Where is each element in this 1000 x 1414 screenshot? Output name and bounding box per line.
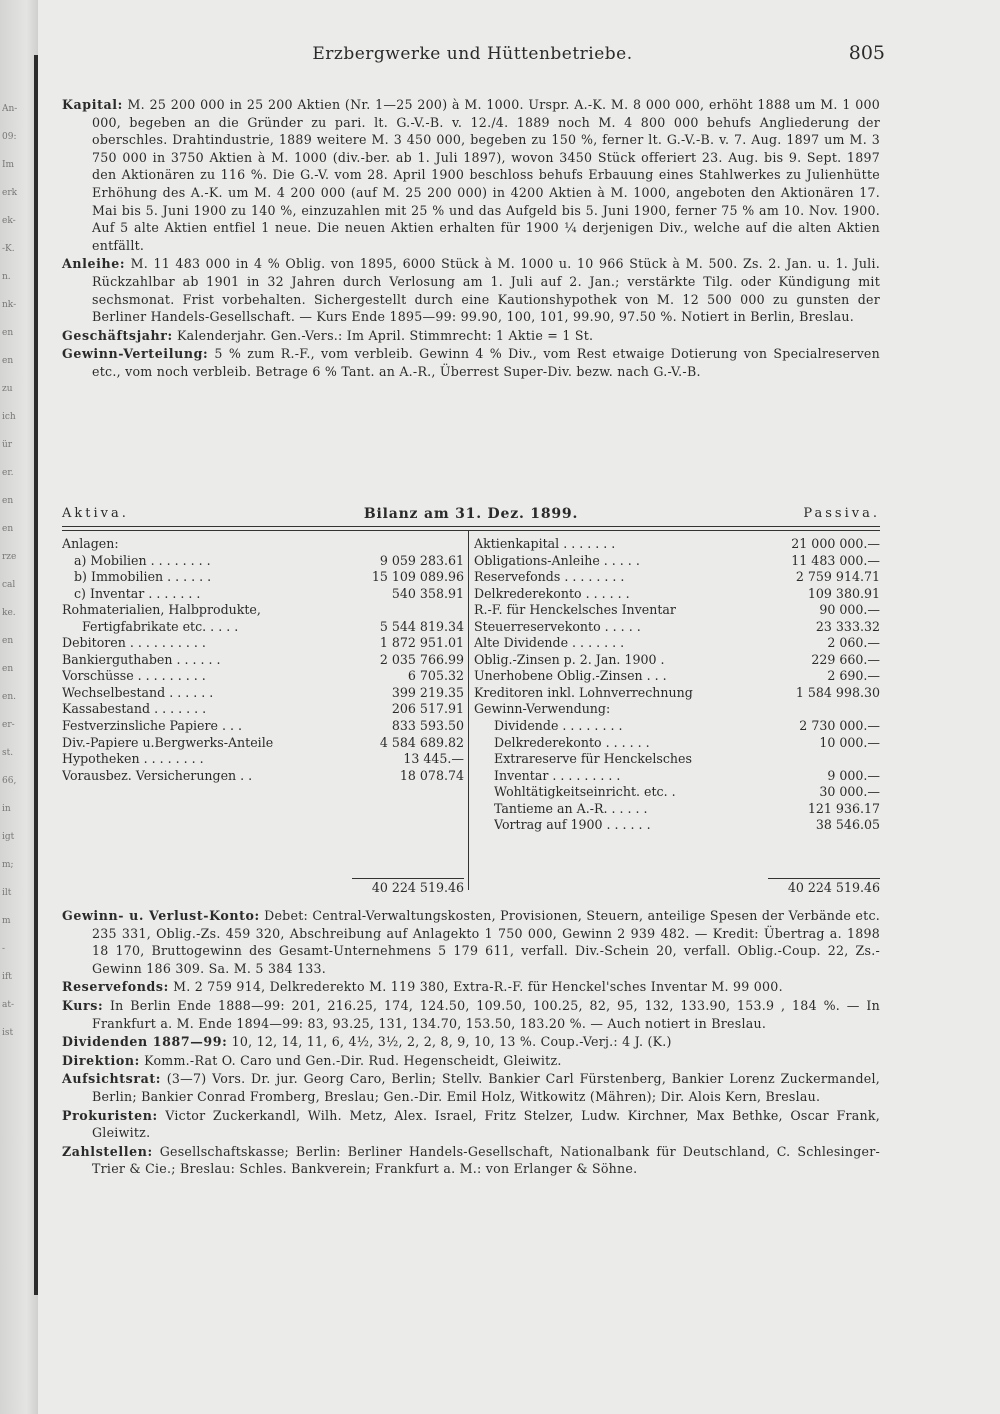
passiva-total: 40 224 519.46 <box>787 880 880 895</box>
paragraph <box>62 1052 880 1070</box>
aktiva-total: 40 224 519.46 <box>371 880 464 895</box>
paragraph <box>62 997 880 1032</box>
margin-fragment: Im <box>2 160 15 170</box>
passiva-row <box>474 751 880 768</box>
passiva-item-label: Inventar . . . . . . . . . <box>494 767 621 783</box>
aktiva-item-value: 15 109 089.96 <box>371 569 464 585</box>
aktiva-row <box>62 685 464 702</box>
aktiva-row <box>62 652 464 669</box>
passiva-item-label: Delkrederekonto . . . . . . <box>494 734 650 750</box>
passiva-row <box>474 652 880 669</box>
aktiva-item-label: c) Inventar . . . . . . . <box>74 585 201 601</box>
passiva-item-label: Obligations-Anleihe . . . . . <box>474 552 640 568</box>
paragraph-label: Aufsichtsrat: <box>62 1071 162 1087</box>
margin-fragment: m <box>2 916 11 926</box>
margin-fragment: ke. <box>2 608 16 618</box>
margin-fragment: rze <box>2 552 17 562</box>
passiva-row <box>474 553 880 570</box>
aktiva-item-label: Bankierguthaben . . . . . . <box>62 651 221 667</box>
aktiva-list <box>62 536 464 784</box>
balance-column-divider <box>468 530 469 890</box>
page-header <box>60 44 885 68</box>
margin-fragment: er. <box>2 468 14 478</box>
aktiva-item-label: b) Immobilien . . . . . . <box>74 569 212 585</box>
aktiva-item-value: 399 219.35 <box>391 684 464 700</box>
margin-fragment: en <box>2 356 14 366</box>
passiva-row <box>474 701 880 718</box>
paragraph-label: Kapital: <box>62 97 123 112</box>
passiva-item-label: Dividende . . . . . . . . <box>494 718 623 734</box>
passiva-item-label: Alte Dividende . . . . . . . <box>474 635 625 651</box>
aktiva-item-value: 18 078.74 <box>399 767 464 783</box>
aktiva-item-value: 4 584 689.82 <box>379 734 464 750</box>
paragraph <box>62 327 880 345</box>
paragraph-label: Gewinn-Verteilung: <box>62 346 209 362</box>
paragraph <box>62 255 880 325</box>
margin-fragment: er- <box>2 720 15 730</box>
margin-fragment: 09: <box>2 132 17 142</box>
margin-fragment: in <box>2 804 11 814</box>
aktiva-item-value: 2 035 766.99 <box>379 651 464 667</box>
passiva-row <box>474 536 880 553</box>
aktiva-item-label: Wechselbestand . . . . . . <box>62 684 214 700</box>
margin-fragment: en <box>2 328 14 338</box>
aktiva-item-label: Anlagen: <box>62 536 119 551</box>
margin-fragment: - <box>2 944 6 954</box>
aktiva-item-label: Vorausbez. Versicherungen . . <box>62 767 253 783</box>
paragraph-text: M. 25 200 000 in 25 200 Aktien (Nr. 1—25 200) à M. 1000. Urspr. A.-K. M. 8 000 000, erhöht 1888 um M. 1 000 000, begeben an die Gründer zu pari. lt. G.-V.-B. v. 12./4. 1889 noch M. 4 800 000 behufs Angliederung der oberschles. Drahtindustrie, 1889 weitere M. 3 450 000, begeben zu 150 %, ferner lt. G.-V.-B. v. 7. Aug. 1897 um M. 3 750 000 in 3750 Aktien à M. 1000 (div.-ber. ab 1. Juli 1897), wovon 3450 Stück offeriert 23. Aug. bis 9. Sept. 1897 den Aktionären zu 116 %. Die G.-V. vom 28. April 1900 beschloss behufs Erbauung eines Stahlwerkes zu Julienhütte Erhöhung des A.-K. um M. 4 200 000 (auf M. 25 200 000) in 4200 Aktien à M. 1000, angeboten den Aktionären 17. Mai bis 5. Juni 1900 zu 140 %, einzuzahlen mit 25 % und das Aufgeld bis 5. Juni 1900, ferner 75 % am 10. Nov. 1900. Auf 5 alte Aktien entfiel 1 neue. Die neuen Aktien erhalten für 1900 ¼ derjenigen Div., welche auf die alten Aktien entfällt. <box>92 97 880 253</box>
paragraph-text: M. 2 759 914, Delkrederekto M. 119 380, Extra-R.-F. für Henckel'sches Inventar M. 99 000. <box>168 979 783 995</box>
aktiva-item-value: 6 705.32 <box>407 668 464 684</box>
passiva-item-label: Delkrederekonto . . . . . . <box>474 585 630 601</box>
paragraph <box>62 1033 880 1051</box>
margin-fragment: ür <box>2 440 13 450</box>
margin-fragment: ich <box>2 412 16 422</box>
margin-fragment: en <box>2 496 14 506</box>
aktiva-row <box>62 735 464 752</box>
passiva-row <box>474 586 880 603</box>
margin-fragment: n. <box>2 272 11 282</box>
margin-fragment: ek- <box>2 216 16 226</box>
aktiva-item-value: 9 059 283.61 <box>379 552 464 568</box>
passiva-item-label: R.-F. für Henckelsches Inventar <box>474 602 676 618</box>
passiva-item-label: Reservefonds . . . . . . . . <box>474 569 625 585</box>
paragraph-label: Anleihe: <box>62 256 126 272</box>
paragraph <box>62 1070 880 1105</box>
aktiva-row <box>62 586 464 603</box>
aktiva-row <box>62 718 464 735</box>
passiva-item-value: 2 690.— <box>827 668 880 684</box>
passiva-item-value: 229 660.— <box>811 651 880 667</box>
aktiva-row <box>62 635 464 652</box>
aktiva-row <box>62 553 464 570</box>
aktiva-item-value: 833 593.50 <box>391 718 464 734</box>
aktiva-item-label: Div.-Papiere u.Bergwerks-Anteile <box>62 734 274 750</box>
aktiva-item-value: 13 445.— <box>403 751 464 767</box>
margin-fragment: igt <box>2 832 15 842</box>
paragraph-text: Victor Zuckerkandl, Wilh. Metz, Alex. Israel, Fritz Stelzer, Ludw. Kirchner, Max Bethke, Oscar Frank, Gleiwitz. <box>92 1107 880 1141</box>
passiva-heading: Passiva. <box>803 506 880 521</box>
passiva-row <box>474 619 880 636</box>
paragraph-text: M. 11 483 000 in 4 % Oblig. von 1895, 6000 Stück à M. 1000 u. 10 966 Stück à M. 500. Zs. 2. Jan. u. 1. Juli. Rückzahlbar ab 1901 in 32 Jahren durch Verlosung am 1. Juli auf 2. Jan.; verstärkte Tilg. oder Kündigung mit sechsmonat. Frist vorbehalten. Sichergestellt durch eine Kautionshypothek von M. 12 500 000 zu gunsten der Berliner Handels-Gesellschaft. — Kurs Ende 1895—99: 99.90, 100, 101, 99.90, 97.50 %. Notiert in Berlin, Breslau. <box>92 256 880 325</box>
aktiva-row <box>62 536 464 553</box>
margin-fragment: ist <box>2 1028 14 1038</box>
balance-sheet-header <box>62 506 880 526</box>
passiva-item-value: 30 000.— <box>819 784 880 800</box>
balance-sheet-title: Bilanz am 31. Dez. 1899. <box>363 506 579 522</box>
passiva-item-label: Aktienkapital . . . . . . . <box>474 536 616 551</box>
aktiva-item-label: a) Mobilien . . . . . . . . <box>74 552 211 568</box>
aktiva-item-label: Debitoren . . . . . . . . . . <box>62 635 206 651</box>
aktiva-item-value: 1 872 951.01 <box>379 635 464 651</box>
passiva-item-label: Gewinn-Verwendung: <box>474 701 611 717</box>
margin-fragment: en <box>2 664 14 674</box>
margin-fragment: en <box>2 524 14 534</box>
paragraph-text: In Berlin Ende 1888—99: 201, 216.25, 174, 124.50, 109.50, 100.25, 82, 95, 132, 133.90, 153.9 , 184 %. — In Frankfurt a. M. Ende 1894—99: 83, 93.25, 131, 134.70, 153.50, 183.20 %. — Auch notiert in Breslau. <box>92 997 880 1031</box>
passiva-row <box>474 735 880 752</box>
page-number: 805 <box>848 42 885 64</box>
margin-fragment: An- <box>2 104 18 114</box>
balance-top-rule-2 <box>62 530 880 531</box>
passiva-row <box>474 801 880 818</box>
passiva-item-label: Tantieme an A.-R. . . . . . <box>494 800 648 816</box>
aktiva-row <box>62 768 464 785</box>
aktiva-row <box>62 619 464 636</box>
passiva-item-label: Steuerreservekonto . . . . . <box>474 618 641 634</box>
paragraph <box>62 345 880 380</box>
margin-fragment: en. <box>2 692 16 702</box>
passiva-item-value: 2 759 914.71 <box>795 569 880 585</box>
aktiva-row <box>62 701 464 718</box>
paragraph-text: Komm.-Rat O. Caro und Gen.-Dir. Rud. Hegenscheidt, Gleiwitz. <box>139 1052 562 1068</box>
paragraph-text: (3—7) Vors. Dr. jur. Georg Caro, Berlin; Stellv. Bankier Carl Fürstenberg, Bankier Lorenz Zuckermandel, Berlin; Bankier Conrad Fromberg, Breslau; Gen.-Dir. Emil Holz, Witkowitz (Mähren); Dir. Alois Kern, Breslau. <box>92 1071 880 1104</box>
passiva-row <box>474 569 880 586</box>
paragraph-label: Kurs: <box>62 997 104 1013</box>
aktiva-item-value: 5 544 819.34 <box>379 618 464 634</box>
paragraph <box>62 1143 880 1178</box>
company-details-upper <box>62 96 880 382</box>
margin-fragment: at- <box>2 1000 15 1010</box>
margin-fragment: erk <box>2 188 18 198</box>
aktiva-item-label: Fertigfabrikate etc. . . . . <box>82 618 239 634</box>
passiva-list <box>474 536 880 834</box>
margin-fragment: m; <box>2 860 14 870</box>
passiva-row <box>474 817 880 834</box>
previous-page-margin-fragments <box>2 95 32 1047</box>
margin-fragment: 66, <box>2 776 17 786</box>
passiva-item-label: Wohltätigkeitseinricht. etc. . <box>494 784 676 800</box>
aktiva-sum-rule <box>352 878 464 879</box>
passiva-item-value: 2 730 000.— <box>799 718 880 734</box>
binding-edge-line <box>34 55 38 1295</box>
paragraph-text: Kalenderjahr. Gen.-Vers.: Im April. Stimmrecht: 1 Aktie = 1 St. <box>172 327 594 343</box>
paragraph-label: Gewinn- u. Verlust-Konto: <box>62 908 260 923</box>
paragraph-label: Prokuristen: <box>62 1107 158 1123</box>
margin-fragment: st. <box>2 748 14 758</box>
passiva-sum-rule <box>768 878 880 879</box>
passiva-item-label: Kreditoren inkl. Lohnverrechnung <box>474 684 693 700</box>
paragraph <box>62 907 880 977</box>
aktiva-item-label: Vorschüsse . . . . . . . . . <box>62 668 206 684</box>
passiva-row <box>474 685 880 702</box>
margin-fragment: zu <box>2 384 13 394</box>
passiva-item-value: 23 333.32 <box>815 618 880 634</box>
paragraph-label: Dividenden 1887—99: <box>62 1034 228 1050</box>
paragraph-text: Debet: Central-Verwaltungskosten, Provisionen, Steuern, anteilige Spesen der Verbände etc. 235 331, Oblig.-Zs. 459 320, Abschreibung auf Anlagekto 1 750 000, Gewinn 2 939 482. — Kredit: Übertrag a. 1898 18 170, Bruttogewinn des Gesamt-Unternehmens 5 179 611, verfall. Div.-Schein 20, verfall. Oblig.-Coup. 22, Zs.-Gewinn 186 309. Sa. M. 5 384 133. <box>92 908 881 976</box>
passiva-item-value: 90 000.— <box>819 602 880 618</box>
aktiva-item-value: 206 517.91 <box>391 701 464 717</box>
aktiva-item-label: Hypotheken . . . . . . . . <box>62 751 204 767</box>
passiva-item-label: Extrareserve für Henckelsches <box>494 751 692 767</box>
passiva-item-value: 109 380.91 <box>807 585 880 601</box>
paragraph <box>62 96 880 254</box>
margin-fragment: en <box>2 636 14 646</box>
aktiva-item-label: Rohmaterialien, Halbprodukte, <box>62 602 261 618</box>
paragraph-text: Gesellschaftskasse; Berlin: Berliner Handels-Gesellschaft, Nationalbank für Deutschland, C. Schlesinger-Trier & Cie.; Breslau: Schles. Bankverein; Frankfurt a. M.: von Erlanger & Söhne. <box>92 1143 880 1177</box>
aktiva-row <box>62 602 464 619</box>
passiva-item-value: 10 000.— <box>819 734 880 750</box>
aktiva-heading: Aktiva. <box>62 506 129 521</box>
aktiva-row <box>62 668 464 685</box>
paragraph <box>62 978 880 996</box>
passiva-row <box>474 784 880 801</box>
passiva-row <box>474 668 880 685</box>
passiva-row <box>474 718 880 735</box>
paragraph-text: 10, 12, 14, 11, 6, 4½, 3½, 2, 2, 8, 9, 10, 13 %. Coup.-Verj.: 4 J. (K.) <box>227 1034 672 1050</box>
aktiva-item-value: 540 358.91 <box>391 585 464 601</box>
passiva-row <box>474 602 880 619</box>
passiva-item-value: 38 546.05 <box>815 817 880 833</box>
company-details-lower <box>62 907 880 1179</box>
paragraph-label: Zahlstellen: <box>62 1143 153 1159</box>
aktiva-row <box>62 569 464 586</box>
passiva-item-value: 9 000.— <box>827 767 880 783</box>
passiva-item-label: Unerhobene Oblig.-Zinsen . . . <box>474 668 667 684</box>
passiva-item-value: 1 584 998.30 <box>795 684 880 700</box>
paragraph-label: Direktion: <box>62 1052 140 1068</box>
passiva-item-value: 2 060.— <box>827 635 880 651</box>
balance-top-rule <box>62 526 880 527</box>
paragraph-label: Geschäftsjahr: <box>62 327 173 343</box>
passiva-item-label: Vortrag auf 1900 . . . . . . <box>494 817 651 833</box>
passiva-item-value: 21 000 000.— <box>791 536 880 551</box>
passiva-row <box>474 768 880 785</box>
running-title: Erzbergwerke und Hüttenbetriebe. <box>312 44 633 64</box>
aktiva-item-label: Kassabestand . . . . . . . <box>62 701 207 717</box>
margin-fragment: nk- <box>2 300 17 310</box>
margin-fragment: ilt <box>2 888 12 898</box>
aktiva-item-label: Festverzinsliche Papiere . . . <box>62 718 242 734</box>
paragraph <box>62 1107 880 1142</box>
passiva-row <box>474 635 880 652</box>
paragraph-label: Reservefonds: <box>62 979 169 995</box>
passiva-item-label: Oblig.-Zinsen p. 2. Jan. 1900 . <box>474 651 665 667</box>
margin-fragment: -K. <box>2 244 15 254</box>
aktiva-row <box>62 751 464 768</box>
margin-fragment: ift <box>2 972 12 982</box>
passiva-item-value: 121 936.17 <box>807 800 880 816</box>
paragraph-text: 5 % zum R.-F., vom verbleib. Gewinn 4 % Div., vom Rest etwaige Dotierung von Specialreserven etc., vom noch verbleib. Betrage 6 % Tant. an A.-R., Überrest Super-Div. bezw. nach G.-V.-B. <box>92 346 880 379</box>
passiva-item-value: 11 483 000.— <box>791 552 880 568</box>
margin-fragment: cal <box>2 580 16 590</box>
